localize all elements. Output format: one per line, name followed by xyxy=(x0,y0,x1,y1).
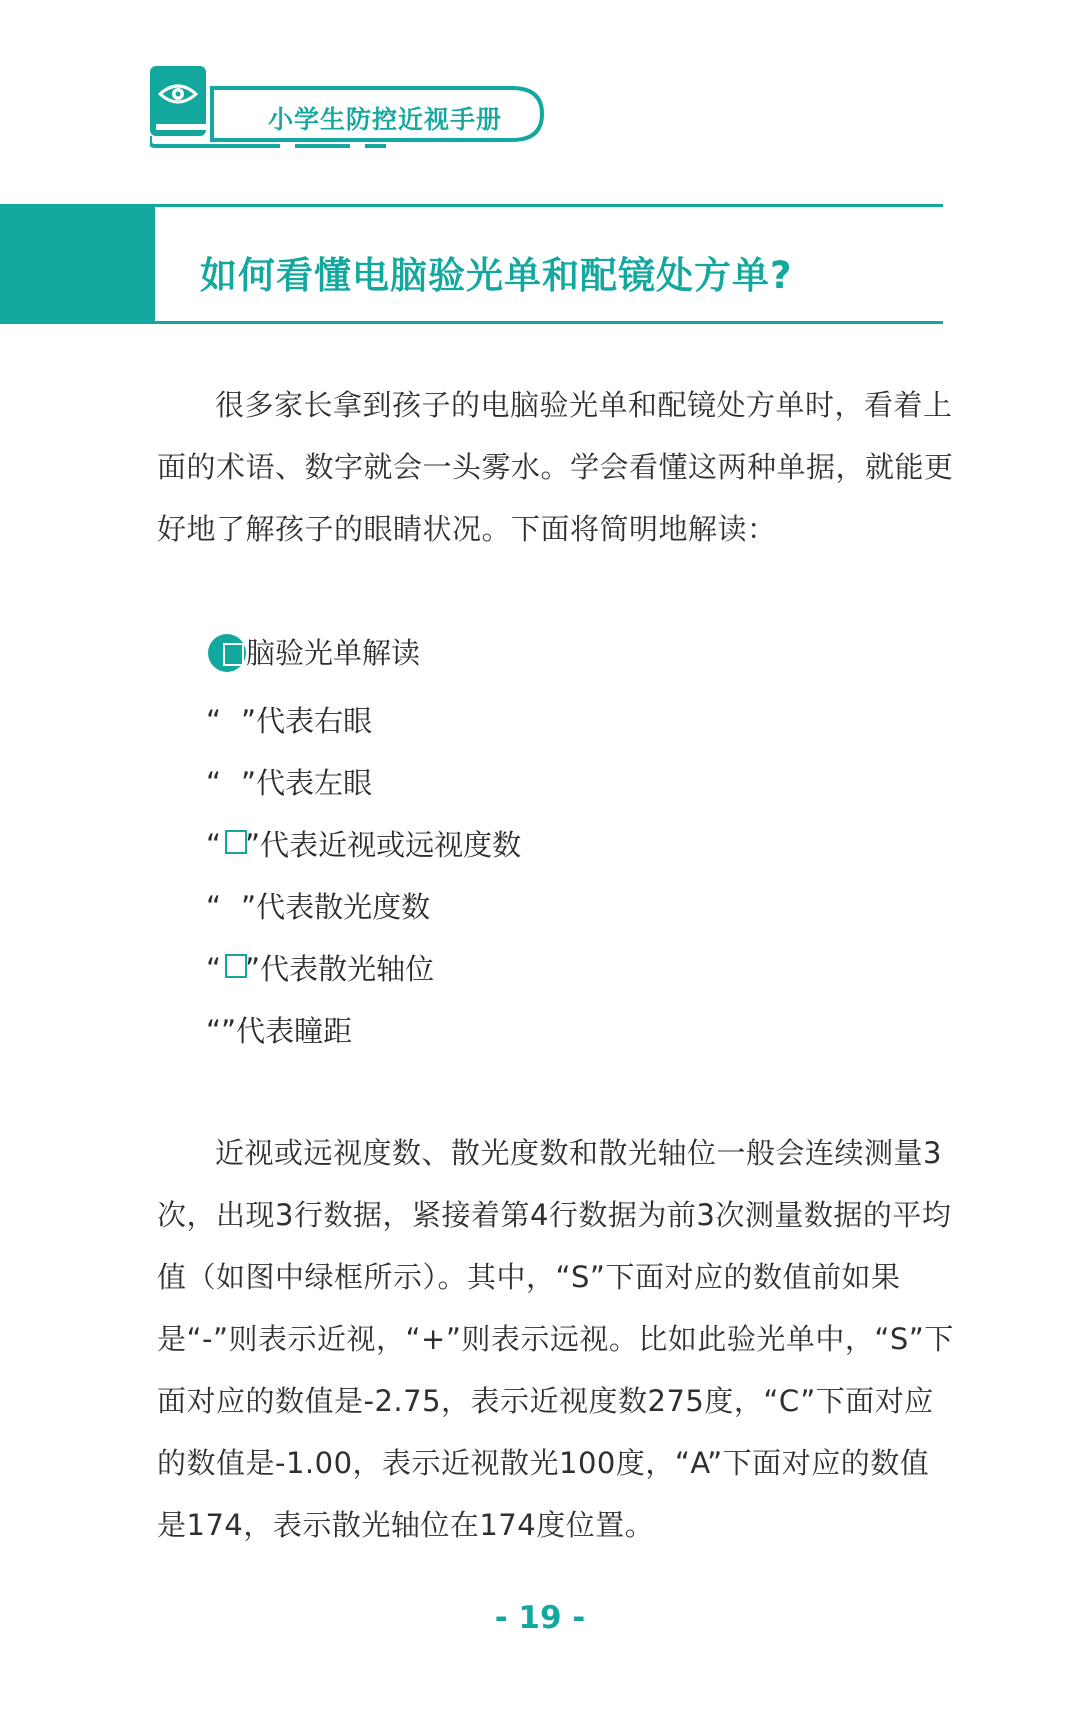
list-item-label: 代表右眼 xyxy=(256,704,373,738)
report-section-heading-text: 脑验光单解读 xyxy=(246,636,421,670)
list-item-label: 代表左眼 xyxy=(256,766,373,800)
missing-glyph-icon xyxy=(225,954,247,978)
list-item: “ ” 代表瞳距 xyxy=(206,1000,521,1062)
intro-paragraph: 很多家长拿到孩子的电脑验光单和配镜处方单时，看着上面的术语、数字就会一头雾水。学会看懂这两种单据，就能更好地了解孩子的眼睛状况。下面将简明地解读： xyxy=(157,388,954,546)
title-rule-bottom xyxy=(0,321,943,324)
book-title: 小学生防控近视手册 xyxy=(268,105,503,134)
bullet-icon xyxy=(208,634,246,672)
list-item: “ ” 代表左眼 xyxy=(206,752,521,814)
explanation-paragraph: 近视或远视度数、散光度数和散光轴位一般会连续测量3次，出现3行数据，紧接着第4行数据为前3次测量数据的平均值（如图中绿框所示）。其中，“S”下面对应的数值前如果是“-”则表示近视，“+”则表示远视。比如此验光单中，“S”下面对应的数值是-2.75，表示近视度数275度，“C”下面对应的数值是-1.00，表示近视散光100度，“A”下面对应的数值是174，表示散光轴位在174度位置。 xyxy=(157,1136,954,1542)
list-item-label: 代表瞳距 xyxy=(236,1014,353,1048)
header-badge xyxy=(150,66,550,152)
list-item: “ ” 代表散光轴位 xyxy=(206,938,521,1000)
section-title: 如何看懂电脑验光单和配镜处方单? xyxy=(200,254,793,297)
list-item: “ ” 代表右眼 xyxy=(206,690,521,752)
missing-glyph-icon xyxy=(225,830,247,854)
list-item-label: 代表散光轴位 xyxy=(260,952,435,986)
list-item: “ ” 代表散光度数 xyxy=(206,876,521,938)
report-section-heading xyxy=(208,631,420,675)
list-item-label: 代表散光度数 xyxy=(256,890,431,924)
report-legend-list xyxy=(206,690,521,1062)
page-number: - 19 - xyxy=(494,1600,586,1636)
title-accent-block xyxy=(0,207,155,321)
list-item-label: 代表近视或远视度数 xyxy=(260,828,522,862)
list-item: “ ” 代表近视或远视度数 xyxy=(206,814,521,876)
